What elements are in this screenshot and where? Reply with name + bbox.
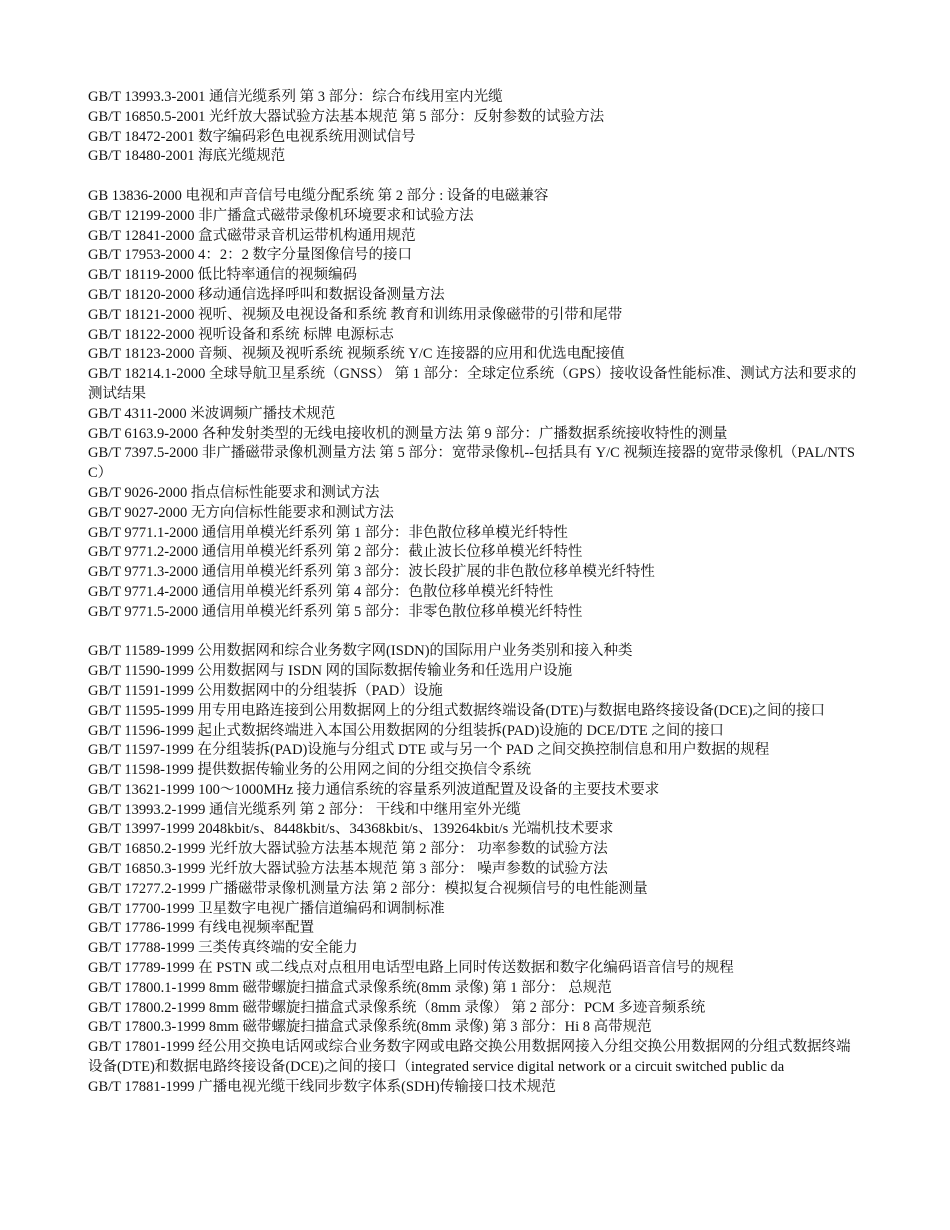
standard-entry: GB/T 16850.2-1999 光纤放大器试验方法基本规范 第 2 部分： 功率参数的试验方法 <box>88 841 608 858</box>
standard-entry: GB/T 18121-2000 视听、视频及电视设备和系统 教育和训练用录像磁带的引带和尾带 <box>88 306 623 323</box>
standard-entry: GB/T 9771.3-2000 通信用单模光纤系列 第 3 部分：波长段扩展的非色散位移单模光纤特性 <box>88 564 655 581</box>
standard-entry: GB/T 18472-2001 数字编码彩色电视系统用测试信号 <box>88 128 416 145</box>
standard-entry: GB/T 18119-2000 低比特率通信的视频编码 <box>88 267 358 284</box>
standard-entry: GB/T 17881-1999 广播电视光缆干线同步数字体系(SDH)传输接口技术规范 <box>88 1078 556 1095</box>
standard-entry: GB/T 17800.1-1999 8mm 磁带螺旋扫描盒式录像系统(8mm 录像) 第 1 部分： 总规范 <box>88 979 612 996</box>
standard-entry: GB/T 4311-2000 米波调频广播技术规范 <box>88 405 336 422</box>
standard-entry: GB/T 13993.3-2001 通信光缆系列 第 3 部分：综合布线用室内光缆 <box>88 89 503 105</box>
standard-entry: GB/T 9771.2-2000 通信用单模光纤系列 第 2 部分：截止波长位移单模光纤特性 <box>88 544 583 561</box>
standard-entry: GB/T 9771.4-2000 通信用单模光纤系列 第 4 部分：色散位移单模光纤特性 <box>88 583 554 600</box>
standard-entry: GB/T 9771.5-2000 通信用单模光纤系列 第 5 部分：非零色散位移单模光纤特性 <box>88 603 583 620</box>
standard-entry: GB/T 17800.2-1999 8mm 磁带螺旋扫描盒式录像系统（8mm 录像） 第 2 部分：PCM 多迹音频系统 <box>88 999 706 1016</box>
standard-entry: GB/T 7397.5-2000 非广播磁带录像机测量方法 第 5 部分：宽带录像机--包括具有 Y/C 视频连接器的宽带录像机（PAL/NTSC） <box>88 445 855 482</box>
standard-entry: GB/T 17788-1999 三类传真终端的安全能力 <box>88 940 358 957</box>
standard-entry: GB/T 11596-1999 起止式数据终端进入本国公用数据网的分组装拆(PAD)设施的 DCE/DTE 之间的接口 <box>88 722 724 739</box>
standard-entry: GB/T 17700-1999 卫星数字电视广播信道编码和调制标准 <box>88 900 445 917</box>
standard-entry: GB/T 11590-1999 公用数据网与 ISDN 网的国际数据传输业务和任选用户设施 <box>88 663 573 680</box>
standard-entry: GB/T 18122-2000 视听设备和系统 标牌 电源标志 <box>88 326 394 343</box>
standard-entry: GB/T 13993.2-1999 通信光缆系列 第 2 部分： 干线和中继用室外光缆 <box>88 801 521 818</box>
standard-entry: GB/T 17800.3-1999 8mm 磁带螺旋扫描盒式录像系统(8mm 录像) 第 3 部分：Hi 8 高带规范 <box>88 1019 652 1036</box>
standard-entry: GB/T 17786-1999 有线电视频率配置 <box>88 920 315 937</box>
standard-entry: GB/T 11595-1999 用专用电路连接到公用数据网上的分组式数据终端设备(DTE)与数据电路终接设备(DCE)之间的接口 <box>88 702 826 719</box>
standard-entry: GB/T 17789-1999 在 PSTN 或二线点对点租用电话型电路上同时传送数据和数字化编码语音信号的规程 <box>88 960 734 977</box>
standard-entry: GB/T 18123-2000 音频、视频及视听系统 视频系统 Y/C 连接器的应用和优选电配接值 <box>88 346 625 363</box>
standard-entry: GB/T 13621-1999 100～1000MHz 接力通信系统的容量系列波道配置及设备的主要技术要求 <box>88 781 660 798</box>
standard-entry: GB/T 17801-1999 经公用交换电话网或综合业务数字网或电路交换公用数据网接入分组交换公用数据网的分组式数据终端设备(DTE)和数据电路终接设备(DCE)之间的接口（integrated service digital network or a circuit switched public da <box>88 1039 851 1076</box>
document-page <box>88 88 863 1098</box>
standards-group-2001 <box>88 88 863 167</box>
standard-entry: GB 13836-2000 电视和声音信号电缆分配系统 第 2 部分 : 设备的电磁兼容 <box>88 187 549 204</box>
standard-entry: GB/T 6163.9-2000 各种发射类型的无线电接收机的测量方法 第 9 部分：广播数据系统接收特性的测量 <box>88 425 728 442</box>
standard-entry: GB/T 17953-2000 4：2：2 数字分量图像信号的接口 <box>88 247 412 264</box>
standard-entry: GB/T 18214.1-2000 全球导航卫星系统（GNSS） 第 1 部分：全球定位系统（GPS）接收设备性能标准、测试方法和要求的测试结果 <box>88 366 857 402</box>
standard-entry: GB/T 9026-2000 指点信标性能要求和测试方法 <box>88 484 380 501</box>
standard-entry: GB/T 17277.2-1999 广播磁带录像机测量方法 第 2 部分：模拟复合视频信号的电性能测量 <box>88 880 648 897</box>
standard-entry: GB/T 11598-1999 提供数据传输业务的公用网之间的分组交换信令系统 <box>88 762 532 779</box>
standard-entry: GB/T 18480-2001 海底光缆规范 <box>88 148 286 165</box>
standard-entry: GB/T 12199-2000 非广播盒式磁带录像机环境要求和试验方法 <box>88 207 474 224</box>
standard-entry: GB/T 12841-2000 盒式磁带录音机运带机构通用规范 <box>88 227 416 244</box>
standard-entry: GB/T 13997-1999 2048kbit/s、8448kbit/s、34368kbit/s、139264kbit/s 光端机技术要求 <box>88 821 614 838</box>
standards-group-1999 <box>88 642 863 1097</box>
standard-entry: GB/T 9027-2000 无方向信标性能要求和测试方法 <box>88 504 394 521</box>
standard-entry: GB/T 16850.5-2001 光纤放大器试验方法基本规范 第 5 部分：反射参数的试验方法 <box>88 108 605 125</box>
standard-entry: GB/T 9771.1-2000 通信用单模光纤系列 第 1 部分：非色散位移单模光纤特性 <box>88 524 568 541</box>
standard-entry: GB/T 16850.3-1999 光纤放大器试验方法基本规范 第 3 部分： 噪声参数的试验方法 <box>88 861 608 878</box>
standard-entry: GB/T 11597-1999 在分组装拆(PAD)设施与分组式 DTE 或与另一个 PAD 之间交换控制信息和用户数据的规程 <box>88 742 770 759</box>
standard-entry: GB/T 11589-1999 公用数据网和综合业务数字网(ISDN)的国际用户业务类别和接入种类 <box>88 643 633 660</box>
standards-group-2000 <box>88 187 863 623</box>
standard-entry: GB/T 11591-1999 公用数据网中的分组装拆（PAD）设施 <box>88 682 443 699</box>
standard-entry: GB/T 18120-2000 移动通信选择呼叫和数据设备测量方法 <box>88 286 445 303</box>
